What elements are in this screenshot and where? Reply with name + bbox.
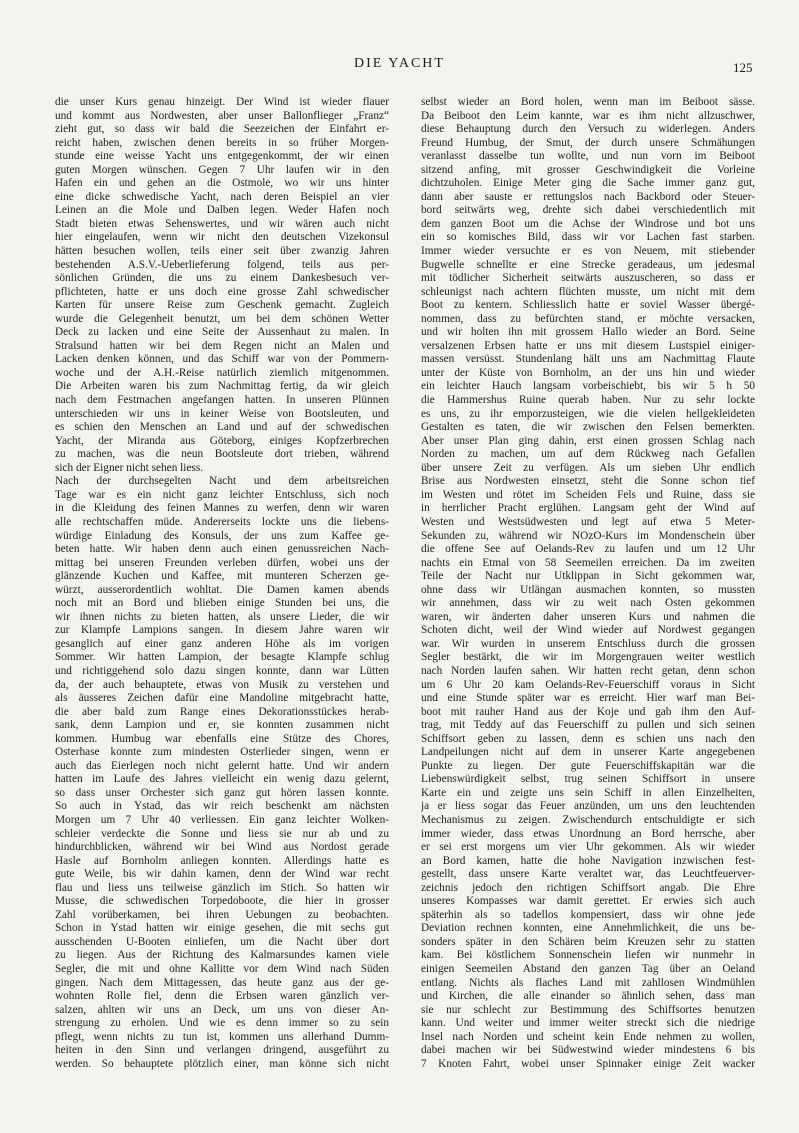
text-line: auch das Eierlegen noch nicht gelernt hatte. Und wir andern (55, 759, 389, 772)
text-line: Bugwelle schnellte er eine Strecke geradeaus, um jedesmal (421, 258, 755, 271)
text-line: Stadt bieten etwas Sehenswertes, und wir wären auch nicht (55, 217, 389, 230)
text-line: Boot zu kentern. Schliesslich hatte er soviel Wasser übergé- (421, 299, 755, 312)
text-line: guten Morgen wünschen. Gegen 7 Uhr laufen wir in den (55, 163, 389, 176)
text-line: Stralsund hatten wir bei dem Regen nicht an Malen und (55, 339, 389, 352)
text-line: heiten in den Sinn und verlangen dringend, ausgeführt zu (55, 1044, 389, 1057)
text-line: strengung zu erholen. Und wie es denn immer so zu sein (55, 1017, 389, 1030)
text-line: da, der auch behauptete, etwas von Musik zu verstehen und (55, 678, 389, 691)
text-line: boot mit rauher Hand aus der Koje und gab ihm den Auf- (421, 705, 755, 718)
text-line: späterhin als so tadellos kompensiert, dass wir ohne jede (421, 908, 755, 921)
text-line: dichtzuholen. Einige Meter ging die Sache immer ganz gut, (421, 177, 755, 190)
text-line: die unser Kurs genau hinzeigt. Der Wind ist wieder flauer (55, 96, 389, 108)
text-line: einigen Seemeilen Abstand den ganzen Tag über an Oeland (421, 963, 755, 975)
text-line: Schoten dicht, weil der Wind wieder auf Nordwest gegangen (421, 624, 755, 637)
text-line: sie nur schlecht zur Bestimmung des Schiffsortes benutzen (421, 1003, 755, 1016)
text-line: Die Arbeiten waren bis zum Nachmittag fertig, da wir gleich (55, 380, 389, 393)
text-line: es schien den Menschen an Land und auf der schwedischen (55, 421, 389, 434)
text-line: mit tödlicher Sicherheit seitwärts auszuscheren, so dass er (421, 272, 755, 285)
text-line: schleier verdeckte die Sonne und liess sie nur ab und zu (55, 827, 389, 840)
text-line: schleunigst nach achtern flüchten musste, um nicht mit dem (421, 285, 755, 298)
text-column-left (55, 96, 389, 1071)
text-line: Punkte zu liegen. Der gute Feuerschiffskapitän war die (421, 759, 755, 772)
text-line: Yacht, der Miranda aus Göteborg, einiges Kopfzerbrechen (55, 434, 389, 447)
text-line: Deck zu lacken und eine Seite der Aussenhaut zu malen. In (55, 326, 389, 339)
text-line: noch mit an Bord und blieben einige Stunden bei uns, die (55, 597, 389, 610)
text-line: er sei erst morgens um vier Uhr gekommen. Als wir wieder (421, 841, 755, 854)
text-line: Da Beiboot den Leim kannte, war es ihm nicht allzuschwer, (421, 109, 755, 122)
text-line: reicht haben, zwischen denen bereits in so früher Morgen- (55, 136, 389, 149)
text-line: waren, wir änderten daher unseren Kurs und nahmen die (421, 610, 755, 623)
text-line: pflichteten, hatte er uns doch eine grosse Zahl schwedischer (55, 285, 389, 298)
text-line: hätten besuchen wollen, teils einer seit über zwanzig Jahren (55, 245, 389, 258)
text-line: trag, mit Teddy auf das Feuerschiff zu pullen und sich seinen (421, 719, 755, 732)
text-line: Zahl vorüberkamen, bei ihren Uebungen zu beobachten. (55, 908, 389, 921)
text-line: an Bord kamen, hatte die hohe Navigation inzwischen fest- (421, 854, 755, 867)
text-line: Karten für unsere Reise zum Geschenk gemacht. Zugleich (55, 299, 389, 312)
text-line: Aber unser Plan ging dahin, erst einen grossen Schlag nach (421, 434, 755, 447)
text-line: Schiffsort geben zu lassen, denn es schien uns nach den (421, 732, 755, 745)
text-line: Landpeilungen nicht auf dem in unserer Karte angegebenen (421, 746, 755, 759)
text-line: würdige Einladung des Konsuls, der uns zum Kaffee ge- (55, 529, 389, 542)
text-line: selbst wieder an Bord holen, wenn man im Beiboot sässe. (421, 96, 755, 108)
text-line: gingen. Nach dem Mittagessen, das heute ganz aus der ge- (55, 976, 389, 989)
text-line: alle rechtschaffen müde. Andererseits lockte uns die liebens- (55, 515, 389, 528)
text-line: würzt, ausserordentlich wohltat. Die Damen kamen abends (55, 583, 389, 596)
text-line: Morgen um 7 Uhr 40 verliessen. Ein ganz leichter Wolken- (55, 813, 389, 826)
text-line: Hafen ein und gehen an die Ostmole, wo wir uns hinter (55, 177, 389, 190)
text-line: zur Klampfe Lampions sangen. In diesem Jahre waren wir (55, 624, 389, 637)
text-line: sich der Eigner nicht sehen liess. (55, 461, 204, 474)
text-line: es uns, zu ihr emporzusteigen, wie die vielen hellgekleideten (421, 407, 755, 420)
text-line: dabei machen wir bei Südwestwind wieder mindestens 6 bis (421, 1044, 755, 1057)
text-line: zu machen, was die neun Bootsleute dort trieben, während (55, 448, 389, 461)
text-line: glänzende Kuchen und Kaffee, mit munteren Scherzen ge- (55, 570, 389, 583)
text-line: Musse, die schwedischen Torpedoboote, die hier in grosser (55, 895, 389, 908)
text-line: zeichnis jedoch den richtigen Schiffsort angab. Die Ehre (421, 881, 755, 894)
text-line: war. Wir wurden in unserem Entschluss durch die grossen (421, 637, 755, 650)
text-line: Leinen an die Mole und Dalben legen. Weder Hafen noch (55, 204, 389, 217)
text-line: die aber bald zum Range eines Dekorationsstückes herab- (55, 705, 389, 718)
text-line: Norden zu machen, um auf dem Rückweg nach Gefallen (421, 448, 755, 461)
text-line: Sommer. Wir hatten Lampion, der besagte Klampfe schlug (55, 651, 389, 664)
text-line: ausschenden U-Booten einliefen, um die Nacht über dort (55, 935, 389, 948)
text-line: wohnten Rolle fiel, denn die Erbsen waren gänzlich ver- (55, 990, 389, 1003)
text-line: veranlasst dasselbe tun wollte, und nun vorn im Beiboot (421, 150, 755, 163)
text-line: Deviation rechnen konnten, eine Annehmlichkeit, die uns be- (421, 922, 755, 935)
text-line: wurde die Gelegenheit benutzt, um bei dem schönen Wetter (55, 312, 389, 325)
text-line: stunde eine weisse Yacht uns entgegenkommt, der wir einen (55, 150, 389, 163)
text-line: nach dem Festmachen angefangen hatten. In unseren Plünnen (55, 394, 389, 407)
text-line: nachts ein Etmal von 58 Seemeilen erreichen. Da im zweiten (421, 556, 755, 569)
text-line: eine dicke schwedische Yacht, nach deren Beispiel an vier (55, 190, 389, 203)
text-line: Brise aus Nordwesten einsetzt, steht die Sonne schon tief (421, 475, 755, 488)
text-line: Teile der Nacht nur Utklippan in Sicht gekommen war, (421, 570, 755, 583)
text-line: dann aber sauste er rettungslos nach Backbord oder Steuer- (421, 190, 755, 203)
text-line: gestellt, dass unsere Karte veraltet war, das Leuchtfeuerver- (421, 868, 755, 881)
text-line: pflegt, wenn nichts zu tun ist, kommen uns allerhand Dumm- (55, 1030, 389, 1043)
text-line: so dass unser Orchester sich ganz gut hören lassen konnte. (55, 786, 389, 799)
text-line: Immer wieder versuchte er es von Neuem, mit stiebender (421, 245, 755, 258)
text-column-right (421, 96, 755, 1071)
text-line: 7 Knoten Fahrt, wobei unser Spinnaker einige Zeit wacker (421, 1057, 755, 1070)
text-line: ja er liess sogar das Feuer anzünden, um uns den leuchtenden (421, 800, 755, 813)
text-line: gute Weile, bis wir dahin kamen, denn der Wind war recht (55, 868, 389, 881)
text-line: sitzend anfing, mit grosser Geschwindigkeit die Vorleine (421, 163, 755, 176)
text-line: hindurchblicken, während wir bei Wind aus Nordost gerade (55, 841, 389, 854)
text-line: um 6 Uhr 20 kam Oelands-Rev-Feuerschiff voraus in Sicht (421, 678, 755, 691)
text-line: Schon in Ystad hatten wir einige gesehen, die mit sechs gut (55, 922, 389, 935)
text-line: in die Kleidung des feinen Mannes zu werfen, denn wir waren (55, 502, 389, 515)
text-line: Freund Humbug, der Smut, der durch unsere Schmähungen (421, 136, 755, 149)
text-line: flau und liess uns teilweise gänzlich im Stich. So hatten wir (55, 881, 389, 894)
text-line: wir annehmen, dass wir zu weit nach Osten gekommen (421, 597, 755, 610)
text-line: Karte ein und zeigte uns sein Schiff in allen Einzelheiten, (421, 786, 755, 799)
text-line: sönlichen Gründen, die uns zu einem Dankesbesuch ver- (55, 272, 389, 285)
text-line: hier eingelaufen, wenn wir nicht den deutschen Vizekonsul (55, 231, 389, 244)
text-line: Nach der durchsegelten Nacht und dem arbeitsreichen (55, 475, 389, 488)
text-line: bestehenden A.S.V.-Ueberlieferung folgend, teils aus per- (55, 258, 389, 271)
text-line: Gestalten es taten, die wir zwischen den Felsen bemerkten. (421, 421, 755, 434)
text-line: kann. Und weiter und immer weiter streckt sich die niedrige (421, 1017, 755, 1030)
text-line: beten hatte. Wir haben denn auch einen genussreichen Nach- (55, 543, 389, 556)
text-line: unterschieden wir uns in keiner Weise von Bootsleuten, und (55, 407, 389, 420)
text-line: zu liegen. Aus der Richtung des Kalmarsundes kamen viele (55, 949, 389, 962)
text-line: die offene See auf Oelands-Rev zu laufen und um 12 Uhr (421, 543, 755, 556)
text-line: und eine Stunde später war es erreicht. Hier warf man Bei- (421, 692, 755, 705)
text-line: diese Behauptung durch den Versuch zu widerlegen. Anders (421, 123, 755, 136)
text-line: sonders später in den Schären beim Kreuzen sehr zu statten (421, 935, 755, 948)
text-line: Segler, die mit und ohne Kallitte vor dem Wind nach Süden (55, 963, 389, 975)
text-line: in herrlicher Pracht erglühen. Langsam geht der Wind auf (421, 502, 755, 515)
text-line: Insel nach Norden und scheint kein Ende nehmen zu wollen, (421, 1030, 755, 1043)
text-line: Hasle auf Bornholm anliegen konnten. Allerdings hatte es (55, 854, 389, 867)
text-line: ein so komisches Bild, dass wir vor Lachen fast starben. (421, 231, 755, 244)
page-number: 125 (733, 60, 753, 75)
text-line: sank, denn Lampion und er, sie konnten zusammen nicht (55, 719, 389, 732)
text-line: ohne dass wir Utlängan ausmachen konnten, so mussten (421, 583, 755, 596)
text-line: unseres Kompasses war damit gerettet. Er erwies sich auch (421, 895, 755, 908)
text-line: im Westen und rötet im Scheiden Fels und Ruine, dass sie (421, 488, 755, 501)
running-header: DIE YACHT (354, 56, 445, 71)
text-line: Liebenswürdigkeit selbst, trug seinen Schiffsort in unsere (421, 773, 755, 786)
text-line: und wir holten ihn mit grossem Hallo wieder an Bord. Seine (421, 326, 755, 339)
text-line: woche und der A.H.-Reise natürlich ziemlich mitgenommen. (55, 366, 389, 379)
text-line: kommen. Humbug war ebenfalls eine Stütze des Chores, (55, 732, 389, 745)
text-line: salzen, ahlten wir uns an Deck, um uns von dieser An- (55, 1003, 389, 1016)
text-line: massen versüsst. Stundenlang hält uns am Nachmittag Flaute (421, 353, 755, 366)
text-line: und kommt aus Nordwesten, aber unser Ballonflieger „Franz“ (55, 109, 389, 122)
text-line: Westen und Westsüdwesten und legt auf etwa 5 Meter- (421, 515, 755, 528)
text-line: die Hammershus Ruine querab haben. Nur zu sehr lockte (421, 394, 755, 407)
text-line: werden. So behauptete plötzlich einer, man könne sich nicht (55, 1057, 389, 1070)
text-line: Tage war es ein nicht ganz leichter Entschluss, sich noch (55, 488, 389, 501)
text-line: ein leichter Hauch langsam vorbeischiebt, bis wir 5 h 50 (421, 380, 755, 393)
text-line: entlang. Nichts als flaches Land mit zahllosen Windmühlen (421, 976, 755, 989)
text-line: Sekunden zu, während wir NOzO-Kurs im Mondenschein über (421, 529, 755, 542)
text-line: Lacken denken können, und das Schiff war von der Pommern- (55, 353, 389, 366)
text-line: über unsere Zeit zu verfügen. Als um sieben Uhr endlich (421, 461, 755, 474)
text-line: dem ganzen Boot um die Achse der Windrose und bot uns (421, 217, 755, 230)
text-line: nommen, dass zu befürchten stand, er möchte versacken, (421, 312, 755, 325)
text-line: nach Norden laufen sahen. Wir hatten recht getan, denn schon (421, 664, 755, 677)
text-line: Segler bestärkt, die wir im Morgengrauen weiter westlich (421, 651, 755, 664)
text-line: bord seitwärts weg, drehte sich dabei verschiedentlich mit (421, 204, 755, 217)
text-line: zieht gut, so dass wir bald die Seezeichen der Einfahrt er- (55, 123, 389, 136)
text-line: wir ihnen nichts zu bieten hatten, als unsere Lieder, die wir (55, 610, 389, 623)
text-line: kam. Bei köstlichem Sonnenschein liefen wir nunmehr in (421, 949, 755, 962)
text-line: So auch in Ystad, das wir reich beschenkt am nächsten (55, 800, 389, 813)
text-line: Mechanismus zu zeigen. Zwischendurch entschuldigte er sich (421, 813, 755, 826)
text-line: gesanglich auf einer ganz anderen Höhe als im vorigen (55, 637, 389, 650)
text-line: mittag bei unseren Freunden verleben dürfen, wobei uns der (55, 556, 389, 569)
text-line: immer wieder, dass etwas Unordnung an Bord herrsche, aber (421, 827, 755, 840)
text-line: Osterhase konnte zum mindesten Osterlieder singen, wenn er (55, 746, 389, 759)
text-line: unter der Küste von Bornholm, an der uns hin und wieder (421, 366, 755, 379)
text-line: und richtiggehend solo dazu singen konnte, dann war Lütten (55, 664, 389, 677)
text-line: und Kirchen, die alle einander so ähnlich sehen, dass man (421, 990, 755, 1003)
text-line: als äusseres Zeichen dafür eine Mandoline mitgebracht hatte, (55, 692, 389, 705)
text-line: hatten im Laufe des Jahres vielleicht ein wenig dazu gelernt, (55, 773, 389, 786)
text-line: versalzenen Erbsen hatte er uns mit diesem Lustspiel einiger- (421, 339, 755, 352)
